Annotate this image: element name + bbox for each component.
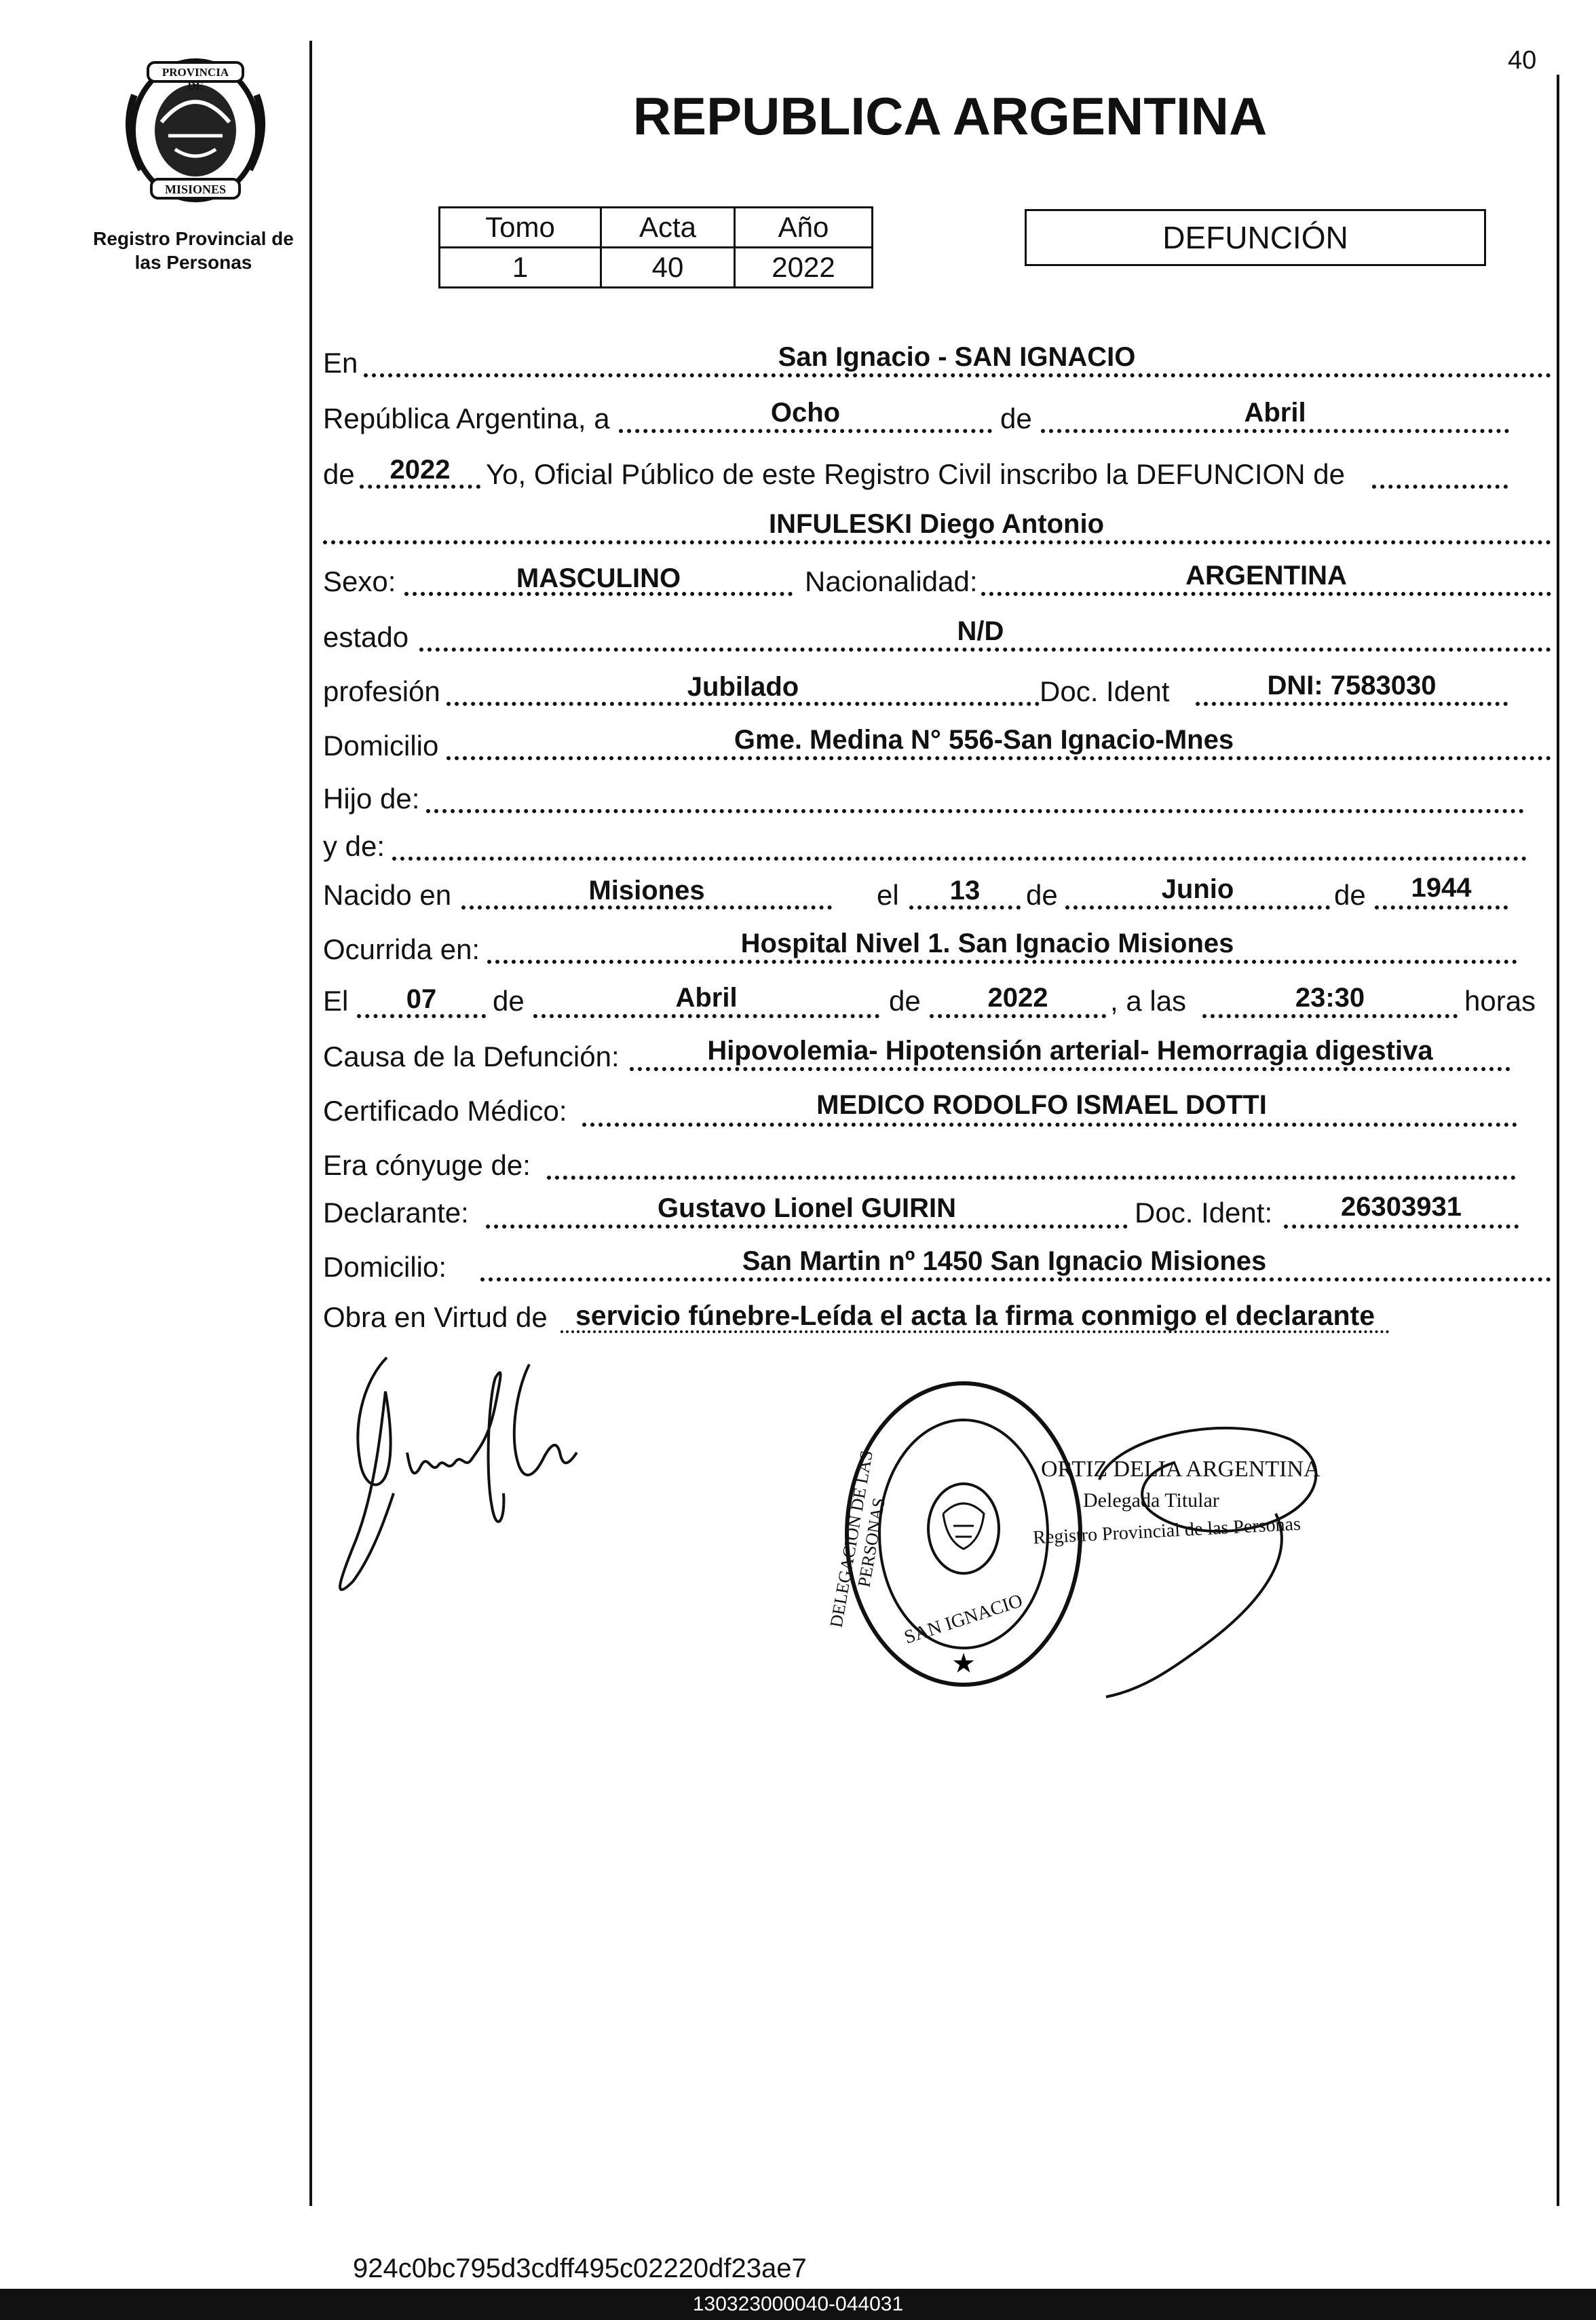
document-code: 130323000040-044031 bbox=[692, 2293, 904, 2315]
birth-month-dotted-line bbox=[1065, 905, 1330, 910]
de-label-4: de bbox=[1334, 879, 1366, 911]
de-label-3: de bbox=[1026, 879, 1058, 911]
document-title: REPUBLICA ARGENTINA bbox=[632, 86, 1268, 146]
de-label-2: de bbox=[323, 458, 355, 490]
certificado-label: Certificado Médico: bbox=[323, 1095, 567, 1127]
de-label-6: de bbox=[889, 985, 921, 1017]
document-type-box bbox=[1025, 209, 1486, 266]
causa-label: Causa de la Defunción: bbox=[323, 1041, 620, 1072]
month-dotted-line bbox=[1041, 429, 1509, 433]
nacido-dotted-line bbox=[461, 905, 832, 910]
birth-day: 13 bbox=[949, 876, 981, 905]
causa-dotted-line bbox=[630, 1067, 1510, 1071]
de-label-5: de bbox=[493, 985, 525, 1017]
declarante-value: Gustavo Lionel GUIRIN bbox=[657, 1193, 957, 1223]
anio-value: 2022 bbox=[735, 248, 873, 288]
en-value: San Ignacio - SAN IGNACIO bbox=[778, 342, 1136, 372]
death-year-dotted-line bbox=[930, 1014, 1106, 1018]
right-margin-rule bbox=[1557, 75, 1559, 2206]
provincial-seal-logo bbox=[114, 54, 277, 210]
death-time-dotted-line bbox=[1202, 1014, 1458, 1018]
domicilio-value-2: San Martin nº 1450 San Ignacio Misiones bbox=[742, 1246, 1267, 1276]
certificado-value: MEDICO RODOLFO ISMAEL DOTTI bbox=[816, 1090, 1267, 1120]
conyuge-label: Era cónyuge de: bbox=[323, 1149, 531, 1181]
en-dotted-line bbox=[364, 373, 1551, 377]
estado-dotted-line bbox=[419, 648, 1551, 652]
birth-year-dotted-line bbox=[1375, 905, 1508, 910]
yo-dotted-line bbox=[1372, 485, 1508, 489]
tomo-header: Tomo bbox=[440, 208, 601, 248]
logo-text-bottom: MISIONES bbox=[164, 183, 227, 196]
en-label: En bbox=[323, 347, 358, 379]
yo-text: Yo, Oficial Público de este Registro Civil inscribo la DEFUNCION de bbox=[486, 458, 1345, 490]
nacido-label: Nacido en bbox=[323, 879, 452, 911]
death-month: Abril bbox=[675, 983, 738, 1013]
doc-ident-label: Doc. Ident bbox=[1040, 675, 1170, 707]
conyuge-dotted-line bbox=[547, 1176, 1516, 1180]
officer-title: Delegada Titular bbox=[1083, 1489, 1219, 1512]
acta-value: 40 bbox=[601, 248, 735, 288]
estado-value: N/D bbox=[957, 616, 1004, 646]
domicilio-dotted-line-2 bbox=[480, 1277, 1551, 1281]
stamp-city-text: SAN IGNACIO bbox=[901, 1590, 1025, 1649]
causa-value: Hipovolemia- Hipotensión arterial- Hemorragia digestiva bbox=[707, 1036, 1433, 1066]
death-day: 07 bbox=[406, 984, 437, 1014]
day-value: Ocho bbox=[770, 398, 841, 428]
nacionalidad-dotted-line bbox=[981, 592, 1551, 596]
profesion-dotted-line bbox=[446, 702, 1040, 706]
hijo-de-dotted-line bbox=[426, 809, 1524, 813]
doc-ident-dotted-line-2 bbox=[1284, 1224, 1519, 1229]
a-las-label: , a las bbox=[1110, 985, 1187, 1017]
year-value: 2022 bbox=[390, 455, 451, 485]
sexo-value: MASCULINO bbox=[516, 563, 681, 593]
horas-label: horas bbox=[1464, 985, 1536, 1017]
ocurrida-value: Hospital Nivel 1. San Ignacio Misiones bbox=[740, 929, 1234, 958]
officer-signature-loop bbox=[1072, 1398, 1357, 1710]
declarante-dotted-line bbox=[486, 1224, 1128, 1229]
record-index-table bbox=[438, 206, 873, 288]
registry-name: Registro Provincial de las Personas bbox=[93, 228, 294, 273]
y-de-dotted-line bbox=[392, 857, 1527, 861]
month-value: Abril bbox=[1244, 398, 1306, 428]
hijo-de-label: Hijo de: bbox=[323, 783, 420, 815]
deceased-name: INFULESKI Diego Antonio bbox=[768, 509, 1105, 539]
declarant-signature bbox=[326, 1337, 611, 1649]
obra-value: servicio fúnebre-Leída el acta la firma conmigo el declarante bbox=[575, 1300, 1375, 1331]
death-year: 2022 bbox=[987, 983, 1048, 1013]
domicilio-value: Gme. Medina N° 556-San Ignacio-Mnes bbox=[734, 725, 1234, 755]
document-type: DEFUNCIÓN bbox=[1162, 220, 1348, 255]
domicilio-label: Domicilio bbox=[323, 730, 439, 762]
obra-label: Obra en Virtud de bbox=[323, 1301, 548, 1333]
nacionalidad-value: ARGENTINA bbox=[1185, 561, 1347, 591]
svg-text:★: ★ bbox=[951, 1648, 976, 1679]
birth-year: 1944 bbox=[1411, 873, 1472, 903]
year-dotted-line bbox=[360, 485, 480, 489]
death-day-dotted-line bbox=[357, 1014, 486, 1018]
el-label-2: El bbox=[323, 985, 349, 1017]
y-de-label: y de: bbox=[323, 830, 385, 862]
day-dotted-line bbox=[619, 429, 992, 433]
left-margin-rule bbox=[309, 41, 312, 2206]
estado-label: estado bbox=[323, 621, 409, 653]
profesion-label: profesión bbox=[323, 675, 440, 707]
doc-ident-dotted-line bbox=[1196, 702, 1508, 706]
sexo-label: Sexo: bbox=[323, 565, 396, 597]
declarante-label: Declarante: bbox=[323, 1197, 469, 1229]
nacionalidad-label: Nacionalidad: bbox=[805, 565, 978, 597]
doc-ident-value-2: 26303931 bbox=[1341, 1192, 1462, 1222]
anio-header: Año bbox=[735, 208, 873, 248]
doc-ident-label-2: Doc. Ident: bbox=[1135, 1197, 1273, 1229]
de-label-1: de bbox=[1000, 403, 1032, 434]
nacido-value: Misiones bbox=[588, 876, 705, 905]
doc-ident-value: DNI: 7583030 bbox=[1267, 671, 1437, 700]
domicilio-label-2: Domicilio: bbox=[323, 1251, 447, 1283]
stamp-ring-text: DELEGACION DE LAS PERSONAS bbox=[826, 1448, 890, 1629]
death-time: 23:30 bbox=[1295, 983, 1365, 1013]
officer-name: ORTIZ DELIA ARGENTINA bbox=[1041, 1457, 1320, 1482]
domicilio-dotted-line bbox=[446, 756, 1551, 760]
death-month-dotted-line bbox=[533, 1014, 879, 1018]
document-hash: 924c0bc795d3cdff495c02220df23ae7 bbox=[353, 2253, 807, 2283]
footer-bar bbox=[0, 2289, 1596, 2320]
birth-day-dotted-line bbox=[909, 905, 1021, 910]
profesion-value: Jubilado bbox=[687, 672, 799, 702]
el-label: el bbox=[877, 879, 899, 911]
tomo-value: 1 bbox=[440, 248, 601, 288]
rep-label: República Argentina, a bbox=[323, 403, 610, 434]
officer-organization: Registro Provincial de las Personas bbox=[1032, 1513, 1302, 1549]
name-dotted-line bbox=[323, 540, 1551, 544]
logo-text-top: PROVINCIA DE bbox=[162, 66, 229, 92]
birth-month: Junio bbox=[1161, 874, 1234, 904]
page-number: 40 bbox=[1508, 46, 1537, 75]
certificado-dotted-line bbox=[582, 1123, 1517, 1127]
ocurrida-dotted-line bbox=[487, 960, 1517, 964]
ocurrida-label: Ocurrida en: bbox=[323, 933, 480, 965]
acta-header: Acta bbox=[601, 208, 735, 248]
